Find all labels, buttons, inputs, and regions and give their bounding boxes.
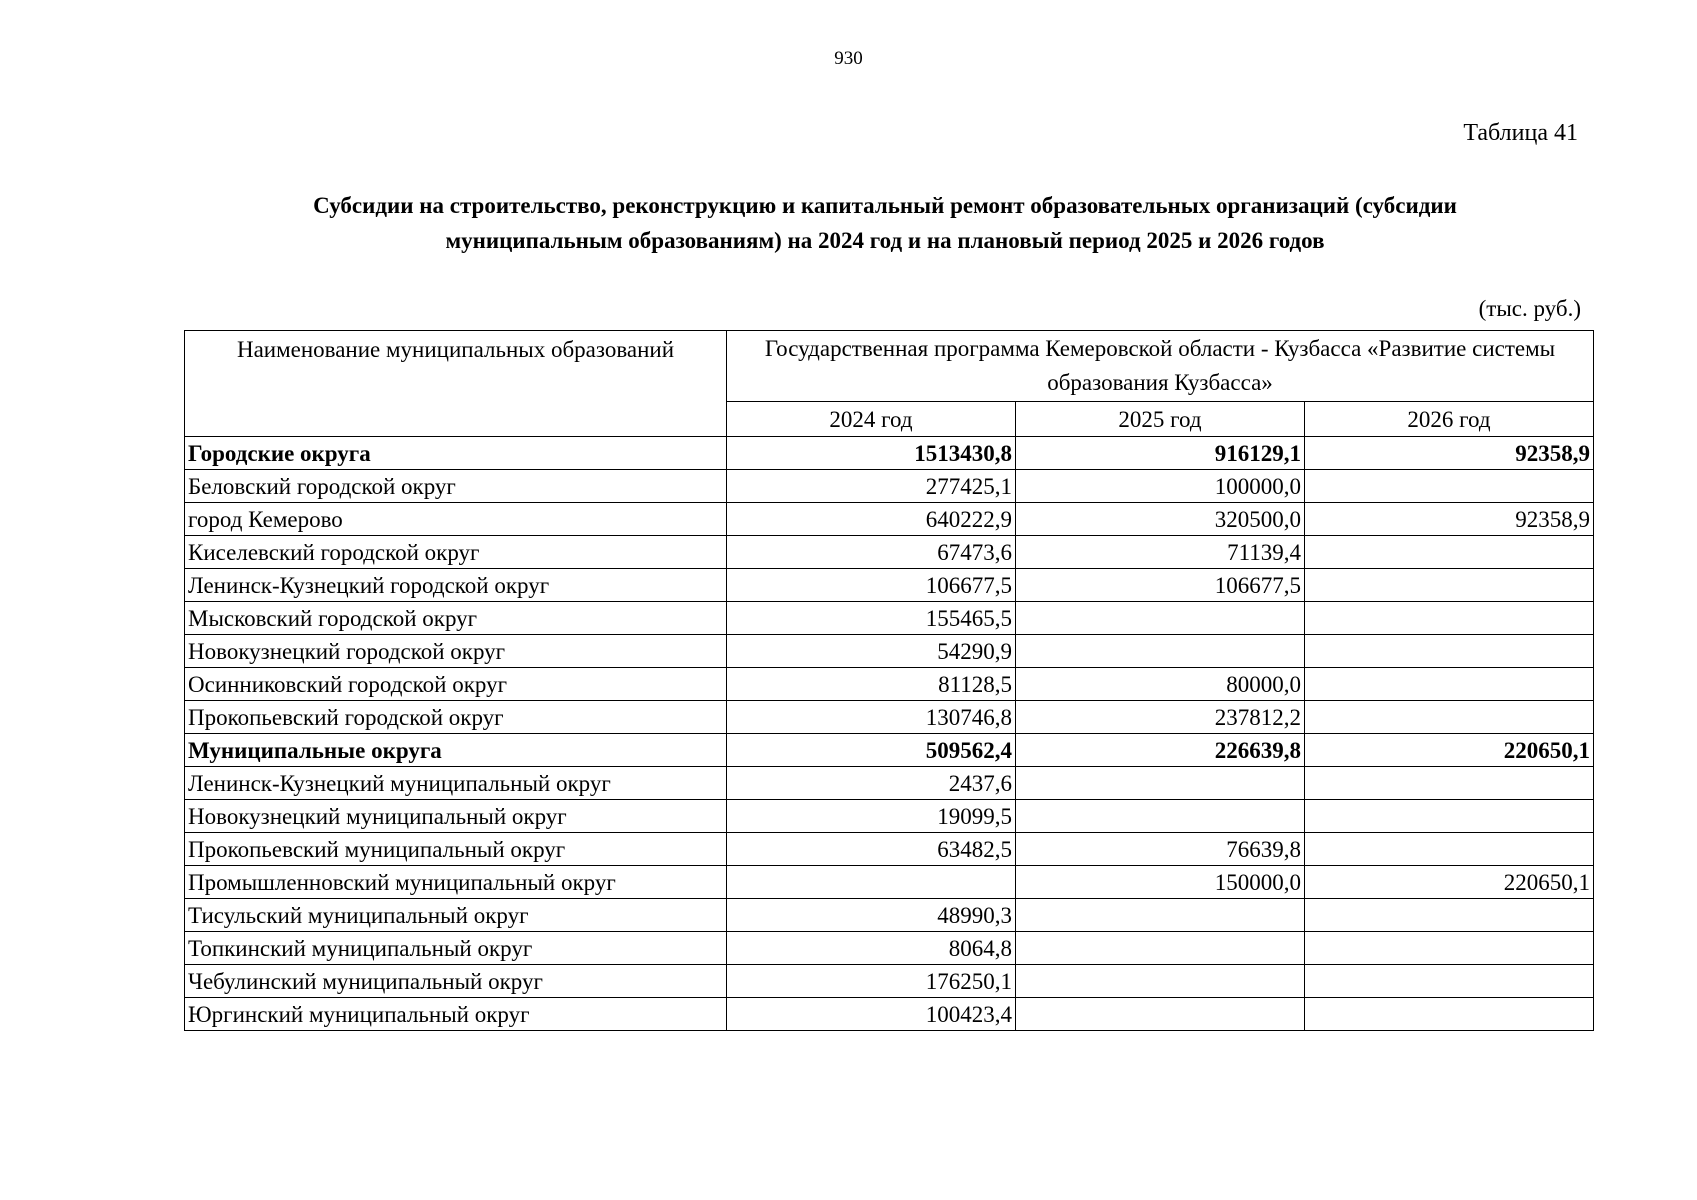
value-2025-cell: 320500,0	[1016, 503, 1305, 536]
value-2026-cell: 92358,9	[1305, 503, 1594, 536]
table-row	[185, 503, 1594, 536]
municipality-name-cell: город Кемерово	[185, 503, 727, 536]
table-row	[185, 569, 1594, 602]
value-2024-cell: 509562,4	[727, 734, 1016, 767]
table-row	[185, 965, 1594, 998]
table-row	[185, 932, 1594, 965]
table-row	[185, 668, 1594, 701]
value-2025-cell: 76639,8	[1016, 833, 1305, 866]
table-row	[185, 866, 1594, 899]
table-row	[185, 800, 1594, 833]
value-2024-cell: 640222,9	[727, 503, 1016, 536]
value-2025-cell: 100000,0	[1016, 470, 1305, 503]
header-year-2025: 2025 год	[1016, 402, 1305, 437]
value-2025-cell: 226639,8	[1016, 734, 1305, 767]
value-2024-cell: 67473,6	[727, 536, 1016, 569]
value-2026-cell	[1305, 899, 1594, 932]
value-2026-cell	[1305, 536, 1594, 569]
value-2025-cell: 106677,5	[1016, 569, 1305, 602]
value-2025-cell	[1016, 998, 1305, 1031]
value-2026-cell: 220650,1	[1305, 866, 1594, 899]
municipality-name-cell: Топкинский муниципальный округ	[185, 932, 727, 965]
value-2024-cell: 2437,6	[727, 767, 1016, 800]
value-2025-cell: 916129,1	[1016, 437, 1305, 470]
value-2024-cell: 1513430,8	[727, 437, 1016, 470]
value-2025-cell: 237812,2	[1016, 701, 1305, 734]
value-2024-cell: 19099,5	[727, 800, 1016, 833]
table-row	[185, 470, 1594, 503]
municipality-name-cell: Осинниковский городской округ	[185, 668, 727, 701]
title-line-1: Субсидии на строительство, реконструкцию и капитальный ремонт образовательных организаций (субсидии	[313, 193, 1457, 218]
table-body	[185, 437, 1594, 1031]
table-row	[185, 899, 1594, 932]
table-row	[185, 998, 1594, 1031]
value-2024-cell: 277425,1	[727, 470, 1016, 503]
table-row	[185, 767, 1594, 800]
table-subtotal-row	[185, 437, 1594, 470]
municipality-name-cell: Беловский городской округ	[185, 470, 727, 503]
municipality-name-cell: Киселевский городской округ	[185, 536, 727, 569]
value-2025-cell	[1016, 767, 1305, 800]
value-2024-cell: 63482,5	[727, 833, 1016, 866]
municipality-name-cell: Чебулинский муниципальный округ	[185, 965, 727, 998]
municipality-name-cell: Мысковский городской округ	[185, 602, 727, 635]
value-2024-cell: 81128,5	[727, 668, 1016, 701]
value-2025-cell	[1016, 602, 1305, 635]
value-2026-cell	[1305, 602, 1594, 635]
value-2025-cell: 71139,4	[1016, 536, 1305, 569]
value-2024-cell: 100423,4	[727, 998, 1016, 1031]
document-title	[200, 188, 1570, 258]
value-2025-cell	[1016, 800, 1305, 833]
value-2026-cell	[1305, 965, 1594, 998]
value-2026-cell: 220650,1	[1305, 734, 1594, 767]
municipality-name-cell: Тисульский муниципальный округ	[185, 899, 727, 932]
table-label: Таблица 41	[1463, 120, 1578, 146]
value-2026-cell	[1305, 569, 1594, 602]
value-2025-cell	[1016, 635, 1305, 668]
units-label: (тыс. руб.)	[1478, 296, 1581, 321]
value-2026-cell	[1305, 932, 1594, 965]
table-row	[185, 635, 1594, 668]
value-2025-cell	[1016, 965, 1305, 998]
value-2024-cell: 8064,8	[727, 932, 1016, 965]
value-2026-cell: 92358,9	[1305, 437, 1594, 470]
value-2025-cell	[1016, 932, 1305, 965]
table-row	[185, 833, 1594, 866]
municipality-name-cell: Городские округа	[185, 437, 727, 470]
value-2026-cell	[1305, 800, 1594, 833]
municipality-name-cell: Новокузнецкий городской округ	[185, 635, 727, 668]
value-2024-cell: 155465,5	[727, 602, 1016, 635]
value-2024-cell: 106677,5	[727, 569, 1016, 602]
subsidies-table	[184, 330, 1594, 1031]
value-2026-cell	[1305, 635, 1594, 668]
value-2026-cell	[1305, 470, 1594, 503]
value-2024-cell: 130746,8	[727, 701, 1016, 734]
municipality-name-cell: Прокопьевский городской округ	[185, 701, 727, 734]
header-year-2026: 2026 год	[1305, 402, 1594, 437]
value-2025-cell: 150000,0	[1016, 866, 1305, 899]
table-row	[185, 602, 1594, 635]
municipality-name-cell: Промышленновский муниципальный округ	[185, 866, 727, 899]
value-2025-cell: 80000,0	[1016, 668, 1305, 701]
value-2024-cell: 48990,3	[727, 899, 1016, 932]
value-2026-cell	[1305, 668, 1594, 701]
value-2026-cell	[1305, 998, 1594, 1031]
table-row	[185, 701, 1594, 734]
header-year-2024: 2024 год	[727, 402, 1016, 437]
value-2024-cell: 54290,9	[727, 635, 1016, 668]
municipality-name-cell: Юргинский муниципальный округ	[185, 998, 727, 1031]
municipality-name-cell: Прокопьевский муниципальный округ	[185, 833, 727, 866]
value-2026-cell	[1305, 833, 1594, 866]
municipality-name-cell: Ленинск-Кузнецкий городской округ	[185, 569, 727, 602]
municipality-name-cell: Новокузнецкий муниципальный округ	[185, 800, 727, 833]
value-2024-cell: 176250,1	[727, 965, 1016, 998]
table-subtotal-row	[185, 734, 1594, 767]
title-line-2: муниципальным образованиям) на 2024 год и на плановый период 2025 и 2026 годов	[445, 228, 1325, 253]
municipality-name-cell: Муниципальные округа	[185, 734, 727, 767]
value-2024-cell	[727, 866, 1016, 899]
header-municipality-name: Наименование муниципальных образований	[185, 331, 727, 437]
value-2026-cell	[1305, 701, 1594, 734]
header-state-program: Государственная программа Кемеровской области - Кузбасса «Развитие системы образования Кузбасса»	[727, 331, 1594, 402]
municipality-name-cell: Ленинск-Кузнецкий муниципальный округ	[185, 767, 727, 800]
value-2025-cell	[1016, 899, 1305, 932]
table-row	[185, 536, 1594, 569]
page-number: 930	[834, 48, 863, 69]
value-2026-cell	[1305, 767, 1594, 800]
